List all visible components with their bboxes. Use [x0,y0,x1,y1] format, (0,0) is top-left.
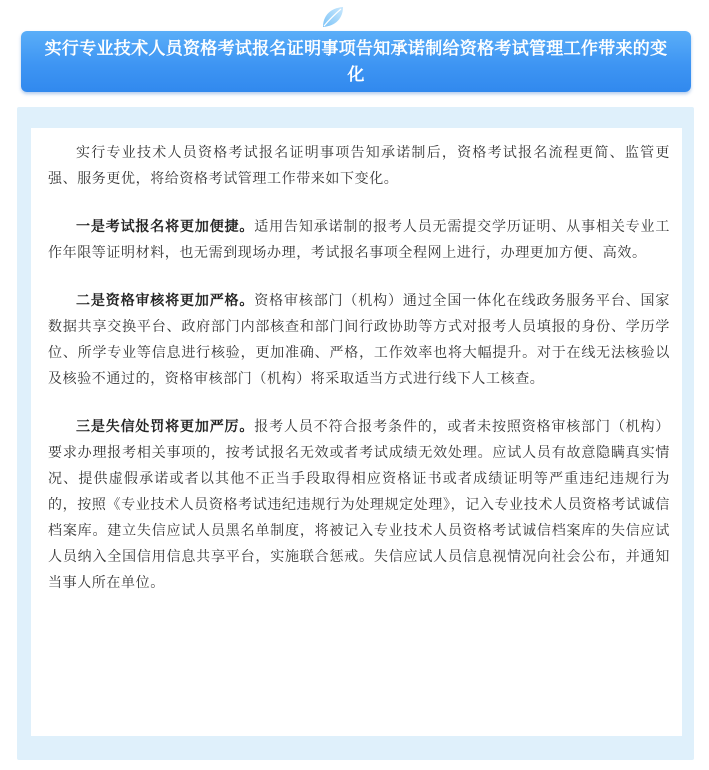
page-title: 实行专业技术人员资格考试报名证明事项告知承诺制给资格考试管理工作带来的变化 [44,38,668,85]
point-lead-1: 一是考试报名将更加便捷。 [76,219,255,235]
title-banner [21,31,691,92]
point-body-3: 报考人员不符合报考条件的，或者未按照资格审核部门（机构）要求办理报考相关事项的，按考试报名无效或者考试成绩无效处理。应试人员有故意隐瞒真实情况、提供虚假承诺或者以其他不正当手段取得相应资格证书或者成绩证明等严重违纪违规行为的，按照《专业技术人员资格考试违纪违规行为处理规定处理》，记入专业技术人员资格考试诚信档案库。建立失信应试人员黑名单制度，将被记入专业技术人员资格考试诚信档案库的失信应试人员纳入全国信用信息共享平台，实施联合惩戒。失信应试人员信息视情况向社会公布，并通知当事人所在单位。 [48,419,670,591]
content-panel [31,128,682,736]
point-body-2: 资格审核部门（机构）通过全国一体化在线政务服务平台、国家数据共享交换平台、政府部门内部核查和部门间行政协助等方式对报考人员填报的身份、学历学位、所学专业等信息进行核验，更加准确、严格，工作效率也将大幅提升。对于在线无法核验以及核验不通过的，资格审核部门（机构）将采取适当方式进行线下人工核查。 [48,293,670,387]
point-paragraph-1 [48,214,670,266]
leaf-icon [320,4,346,30]
point-paragraph-2 [48,288,670,392]
point-body-1: 适用告知承诺制的报考人员无需提交学历证明、从事相关专业工作年限等证明材料，也无需到现场办理，考试报名事项全程网上进行，办理更加方便、高效。 [48,219,670,261]
point-lead-3: 三是失信处罚将更加严厉。 [76,419,255,435]
point-paragraph-3 [48,414,670,596]
intro-paragraph: 实行专业技术人员资格考试报名证明事项告知承诺制后，资格考试报名流程更简、监管更强、服务更优，将给资格考试管理工作带来如下变化。 [48,145,670,187]
point-lead-2: 二是资格审核将更加严格。 [76,293,255,309]
